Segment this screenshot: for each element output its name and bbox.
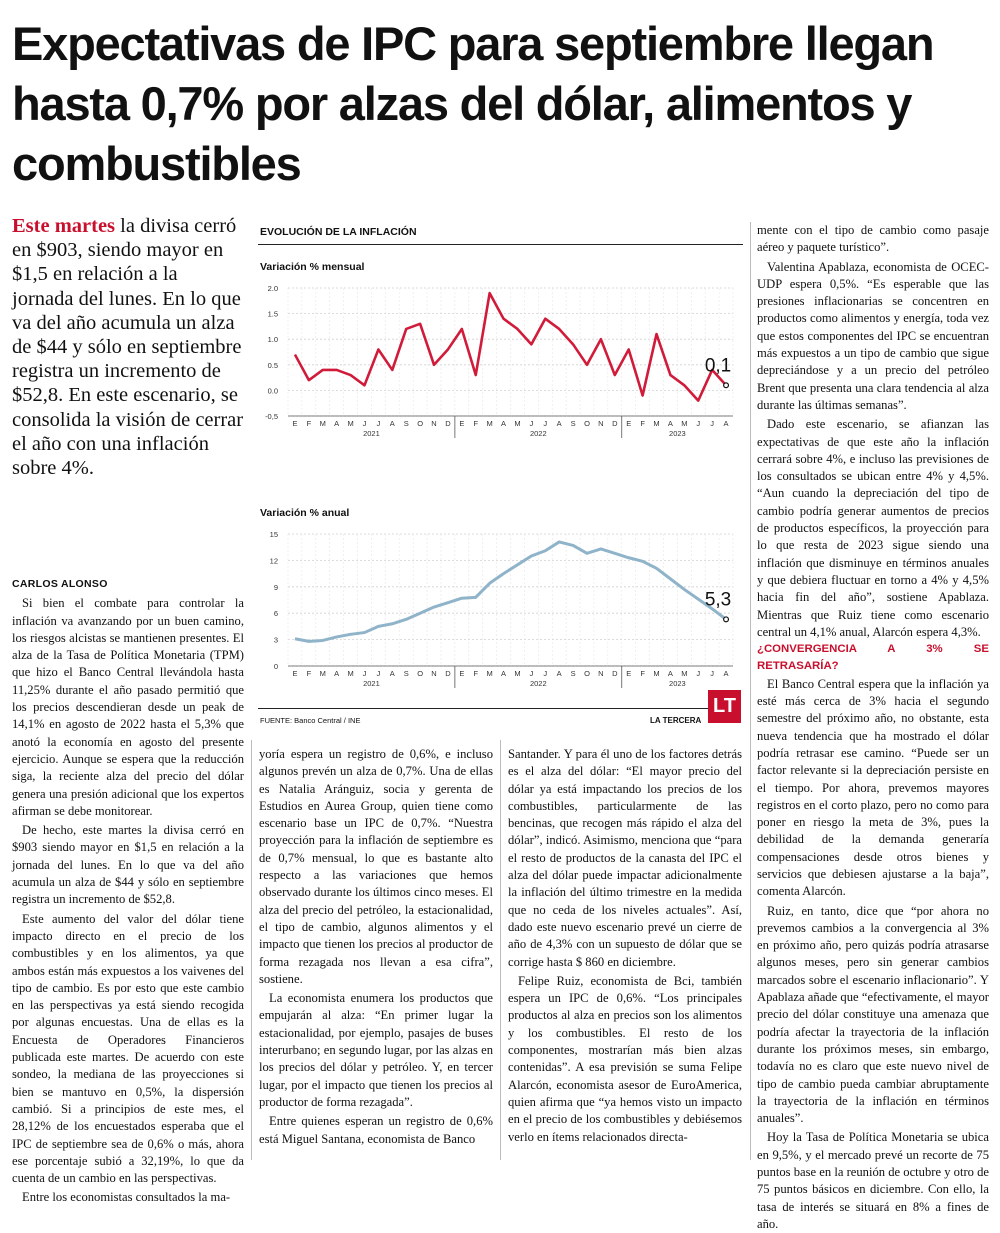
x-tick-label: A <box>724 669 729 678</box>
x-tick-label: O <box>584 419 590 428</box>
x-tick-label: N <box>598 669 603 678</box>
year-label: 2023 <box>669 679 686 688</box>
x-tick-label: M <box>514 669 520 678</box>
x-tick-label: O <box>417 419 423 428</box>
x-tick-label: A <box>557 419 562 428</box>
lede-text: la divisa cerró en $903, siendo mayor en $1,5 en relación a la jornada del lunes. En lo que va del año acumula un alza de $44 y sólo en septiembre registra un incremento de $52,8. En este escenario, se consolida la visión de cerrar el año con una inflación sobre 4%. <box>12 215 243 479</box>
headline: Expectativas de IPC para septiembre llegan hasta 0,7% por alzas del dólar, alimentos y combustibles <box>12 14 987 194</box>
chart-title: Variación % anual <box>260 507 349 519</box>
x-tick-label: F <box>473 669 478 678</box>
last-value-label: 5,3 <box>705 589 731 610</box>
x-tick-label: E <box>626 669 631 678</box>
article-column-4 <box>757 222 989 1233</box>
x-tick-label: J <box>710 669 714 678</box>
x-tick-label: J <box>696 669 700 678</box>
year-label: 2022 <box>530 679 547 688</box>
column-divider <box>750 222 751 1160</box>
y-tick-label: 12 <box>270 556 278 565</box>
column-divider <box>500 740 501 1160</box>
graphic-footer-rule <box>258 708 708 709</box>
graphic-source: FUENTE: Banco Central / INE <box>260 716 360 725</box>
chart-title: Variación % mensual <box>260 261 365 273</box>
graphic-rule <box>258 244 743 245</box>
column-divider <box>251 740 252 1160</box>
x-tick-label: A <box>668 669 673 678</box>
y-tick-label: 0.5 <box>268 361 278 370</box>
x-tick-label: E <box>626 419 631 428</box>
y-tick-label: 0 <box>274 662 278 671</box>
x-tick-label: A <box>390 669 395 678</box>
x-tick-label: S <box>404 669 409 678</box>
y-tick-label: -0,5 <box>265 412 278 421</box>
x-tick-label: N <box>431 419 436 428</box>
x-tick-label: M <box>487 669 493 678</box>
inflation-charts <box>258 246 743 716</box>
x-tick-label: D <box>612 419 618 428</box>
x-tick-label: F <box>307 419 312 428</box>
col4a-paragraph: Valentina Apablaza, economista de OCEC-UDP espera 0,5%. “Es esperable que las presiones inflacionarias se concentren en productos como alimentos y energía, toda vez que estos componentes del IPC se encuentran más expuestos a un tipo de cambio que sigue depreciándose y a un precio del petróleo Brent que presenta una clara tendencia al alza durante las últimas semanas”. <box>757 259 989 415</box>
x-tick-label: A <box>501 419 506 428</box>
col3-paragraph: Santander. Y para él uno de los factores detrás es el alza del dólar: “El mayor precio del dólar ya está impactando los precios de los combustibles, particularmente de las bencinas, que recogen más rápido el alza del dólar”, indicó. Asimismo, menciona que “para el resto de productos de la canasta del IPC el alza del dólar puede impactar adicionalmente la inflación del último trimestre en la medida que no ceda de los niveles actuales”. Así, dado este nuevo escenario prevé un cierre de año de 4,3% con un supuesto de dólar que se corrige hasta $ 860 en diciembre. <box>508 746 742 971</box>
col4b-paragraph: Ruiz, en tanto, dice que “por ahora no prevemos cambios a la convergencia al 3% en próximo año, pero quizás podría atrasarse algunos meses, pero sin generar cambios marcados sobre el escenario inflacionario”. Y Apablaza añade que “efectivamente, el mayor precio del dólar constituye una amenaza que podría afectar la trayectoria de la inflación durante los próximos meses, sin embargo, todavía no es claro que este nuevo nivel de tipo de cambio pueda cambiar abruptamente la trayectoria de la inflación en términos anuales”. <box>757 903 989 1128</box>
article-column-3 <box>508 746 742 1146</box>
x-tick-label: S <box>404 419 409 428</box>
x-tick-label: F <box>473 419 478 428</box>
x-tick-label: S <box>571 669 576 678</box>
lede <box>12 214 244 480</box>
col2-paragraph: yoría espera un registro de 0,6%, e incluso algunos prevén un alza de 0,7%. Una de ellas es Natalia Aránguiz, socia y gerenta de Estudios en Aurea Group, quien tiene como escenario base un IPC de 0,7%. “Nuestra proyección para la inflación de septiembre es de 0,7% mensual, lo que es bastante alto respecto a las variaciones que hemos observado durante los últimos cinco meses. El alza del precio del petróleo, la estacionalidad, el tipo de cambio, algunos alimentos y el impacto que tienen los precios al productor de forma rezagada nos llevan a esa cifra”, sostiene. <box>259 746 493 988</box>
x-tick-label: J <box>543 669 547 678</box>
x-tick-label: M <box>681 419 687 428</box>
la-tercera-logo: LT <box>708 690 741 723</box>
subhead: ¿CONVERGENCIA A 3% SE RETRASARÍA? <box>757 641 989 676</box>
x-tick-label: A <box>668 419 673 428</box>
x-tick-label: M <box>347 419 353 428</box>
x-tick-label: D <box>445 419 451 428</box>
x-tick-label: D <box>445 669 451 678</box>
paper-name: LA TERCERA <box>650 716 701 725</box>
y-tick-label: 0.0 <box>268 386 278 395</box>
last-point-marker <box>724 383 729 388</box>
y-tick-label: 15 <box>270 530 278 539</box>
x-tick-label: A <box>724 419 729 428</box>
x-tick-label: F <box>640 669 645 678</box>
x-tick-label: O <box>417 669 423 678</box>
y-tick-label: 2.0 <box>268 284 278 293</box>
y-tick-label: 1.5 <box>268 310 278 319</box>
x-tick-label: A <box>334 419 339 428</box>
x-tick-label: A <box>334 669 339 678</box>
x-tick-label: J <box>529 419 533 428</box>
x-tick-label: F <box>640 419 645 428</box>
year-label: 2021 <box>363 429 380 438</box>
x-tick-label: J <box>543 419 547 428</box>
last-point-marker <box>724 617 729 622</box>
x-tick-label: M <box>514 419 520 428</box>
article-column-2 <box>259 746 493 1148</box>
x-tick-label: A <box>501 669 506 678</box>
year-label: 2022 <box>530 429 547 438</box>
col4b-paragraph: Hoy la Tasa de Política Monetaria se ubica en 9,5%, y el mercado prevé un recorte de 75 puntos base en la reunión de octubre y otro de 75 puntos básicos en diciembre. Con ello, la tasa de interés se situará en 8% a fines de año. <box>757 1129 989 1233</box>
col1-paragraph: De hecho, este martes la divisa cerró en $903 siendo mayor en $1,5 en relación a la jornada del lunes. En lo que va del año acumula un alza de $44 y sólo en septiembre registra un incremento de $52,8. <box>12 822 244 908</box>
x-tick-label: E <box>292 669 297 678</box>
col2-paragraph: La economista enumera los productos que empujarán al alza: “En primer lugar la estacionalidad, por ejemplo, pasajes de buses interurbano; en segundo lugar, por las alzas en los precios del dólar y petróleo. Y, en tercer lugar, por el impacto que tienen los precios al productor de forma rezagada”. <box>259 990 493 1111</box>
inflation-graphic <box>258 222 743 732</box>
x-tick-label: M <box>320 419 326 428</box>
x-tick-label: J <box>363 669 367 678</box>
last-value-label: 0,1 <box>705 355 731 376</box>
x-tick-label: N <box>431 669 436 678</box>
x-tick-label: M <box>653 669 659 678</box>
x-tick-label: J <box>710 419 714 428</box>
article-column-1 <box>12 576 244 1207</box>
x-tick-label: E <box>459 669 464 678</box>
byline: CARLOS ALONSO <box>12 576 244 593</box>
year-label: 2023 <box>669 429 686 438</box>
col3-paragraph: Felipe Ruiz, economista de Bci, también espera un IPC de 0,6%. “Los principales productos al alza en precios son los alimentos y los combustibles. El resto de los componentes, mostrarían más bien alzas contenidas”. A esa previsión se suma Felipe Alarcón, economista asesor de EuroAmerica, quien afirma que “ya hemos visto un impacto en el precio de los combustibles y debiésemos verlo en ítems relacionados directa- <box>508 973 742 1146</box>
year-label: 2021 <box>363 679 380 688</box>
col4b-paragraph: El Banco Central espera que la inflación ya esté más cerca de 3% hacia el segundo semestre del próximo año, no obstante, esta nueva tendencia que ha mostrado el dólar podría retrasar ese camino. “Puede ser un factor relevante si la depreciación persiste en el tiempo. Por ahora, prevemos mayores registros en el corto plazo, pero no como para poner en riesgo la meta de 3%, pues la debilidad de la demanda generaría compensaciones desde otros bienes y servicios que debiesen ajustarse a la baja”, comenta Alarcón. <box>757 676 989 901</box>
y-tick-label: 1.0 <box>268 335 278 344</box>
x-tick-label: N <box>598 419 603 428</box>
x-tick-label: D <box>612 669 618 678</box>
x-tick-label: S <box>571 419 576 428</box>
lede-kicker: Este martes <box>12 215 115 237</box>
x-tick-label: A <box>390 419 395 428</box>
x-tick-label: M <box>487 419 493 428</box>
x-tick-label: M <box>653 419 659 428</box>
x-tick-label: F <box>307 669 312 678</box>
x-tick-label: M <box>347 669 353 678</box>
x-tick-label: A <box>557 669 562 678</box>
col1-paragraph: Este aumento del valor del dólar tiene impacto directo en el precio de los combustibles y en los alimentos, ya que ambos están más expuestos a los vaivenes del tipo de cambio. Es por esto que este cambio en las perspectivas ya está siendo recogida por algunas encuestas. Una de ellas es la Encuesta de Operadores Financieros publicada este martes. De acuerdo con este sondeo, la mediana de las proyecciones si bien se mantuvo en 0,5%, la dispersión cambió. Si a principios de este mes, el 28,12% de los encuestados esperaba que el IPC de septiembre sea de 0,6% o más, ahora ese porcentaje subió a 32,19%, lo que da cuenta de un cambio en las perspectivas. <box>12 911 244 1188</box>
col2-paragraph: Entre quienes esperan un registro de 0,6% está Miguel Santana, economista de Banco <box>259 1113 493 1148</box>
x-tick-label: J <box>377 419 381 428</box>
col1-paragraph: Entre los economistas consultados la ma- <box>12 1189 244 1206</box>
x-tick-label: J <box>363 419 367 428</box>
x-tick-label: E <box>459 419 464 428</box>
y-tick-label: 9 <box>274 583 278 592</box>
y-tick-label: 6 <box>274 609 278 618</box>
x-tick-label: J <box>696 419 700 428</box>
col4a-paragraph: mente con el tipo de cambio como pasaje aéreo y paquete turístico”. <box>757 222 989 257</box>
x-tick-label: M <box>681 669 687 678</box>
y-tick-label: 3 <box>274 636 278 645</box>
col4a-paragraph: Dado este escenario, se afianzan las expectativas de que este año la inflación cerrará sobre 4%, e incluso las previsiones de los consultados se ubican entre 4% y 4,5%. “Aun cuando la depreciación del tipo de cambio podría generar aumentos de precios de productos específicos, la proyección para lo que resta de 2023 sigue siendo una inflación que disminuye en términos anuales y que debiera fluctuar en torno a 4% y 4,5% hacia fin del año”, sostiene Apablaza. Mientras que Ruiz tiene como escenario central un 4,1% anual, Alarcón espera 4,3%. <box>757 416 989 641</box>
graphic-title: EVOLUCIÓN DE LA INFLACIÓN <box>260 226 417 238</box>
col1-paragraph: Si bien el combate para controlar la inflación va avanzando por un buen camino, los riesgos alcistas se mantienen presentes. El alza de la Tasa de Política Monetaria (TPM) que hizo el Banco Central llevándola hasta 11,25% durante el año pasado permitió que los precios descendieran desde un peak de 14,1% en agosto de 2022 hasta el 5,3% que anotó la economía en agosto del presente ejercicio. Aunque se espera que la reducción siga, la reciente alza del precio del dólar genera una presión adicional que los expertos afirman se debe monitorear. <box>12 595 244 820</box>
x-tick-label: M <box>320 669 326 678</box>
x-tick-label: J <box>377 669 381 678</box>
x-tick-label: O <box>584 669 590 678</box>
x-tick-label: E <box>292 419 297 428</box>
x-tick-label: J <box>529 669 533 678</box>
